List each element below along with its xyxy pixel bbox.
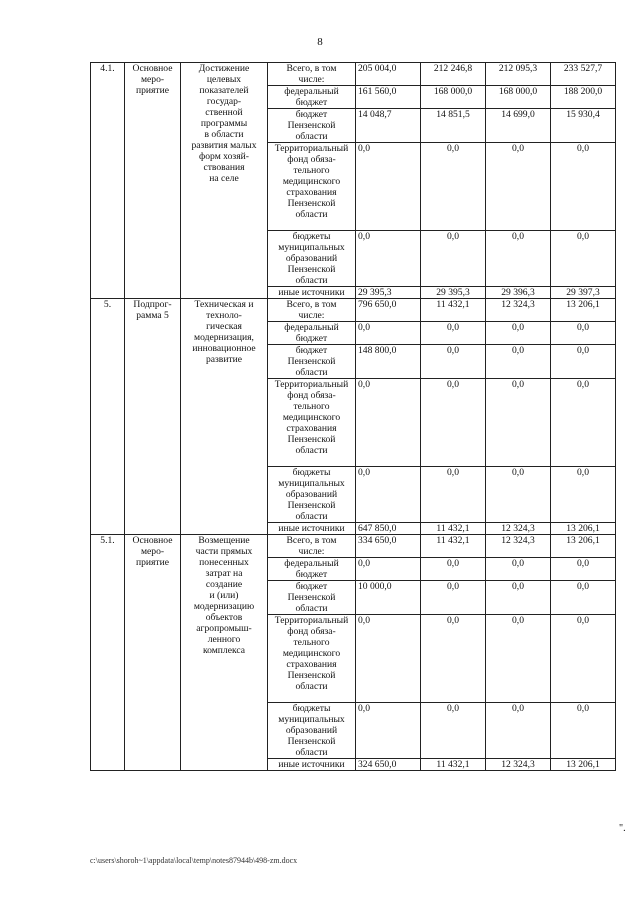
item-description: Возмещение части прямых понесенных затрат на создание и (или) модернизацию объектов агропромыш- ленного комплекса — [181, 535, 268, 771]
amount-cell: 168 000,0 — [421, 86, 486, 109]
funding-source: бюджеты муниципальных образований Пензенской области — [268, 703, 356, 759]
funding-source: Всего, в том числе: — [268, 63, 356, 86]
funding-source: Всего, в том числе: — [268, 299, 356, 322]
amount-cell: 0,0 — [421, 558, 486, 581]
amount-cell: 0,0 — [356, 558, 421, 581]
funding-source: бюджет Пензенской области — [268, 109, 356, 143]
amount-cell: 0,0 — [551, 615, 616, 703]
table-row — [91, 63, 616, 86]
amount-cell: 0,0 — [551, 581, 616, 615]
amount-cell: 212 246,8 — [421, 63, 486, 86]
amount-cell: 0,0 — [486, 581, 551, 615]
item-number: 4.1. — [91, 63, 125, 299]
amount-cell: 11 432,1 — [421, 299, 486, 322]
funding-source: Территориальный фонд обяза- тельного медицинского страхования Пензенской области — [268, 143, 356, 231]
amount-cell: 0,0 — [486, 322, 551, 345]
amount-cell: 0,0 — [421, 143, 486, 231]
amount-cell: 0,0 — [421, 703, 486, 759]
amount-cell: 0,0 — [486, 379, 551, 467]
amount-cell: 29 396,3 — [486, 287, 551, 299]
funding-source: федеральный бюджет — [268, 86, 356, 109]
amount-cell: 0,0 — [421, 322, 486, 345]
amount-cell: 13 206,1 — [551, 523, 616, 535]
amount-cell: 188 200,0 — [551, 86, 616, 109]
amount-cell: 233 527,7 — [551, 63, 616, 86]
amount-cell: 0,0 — [421, 467, 486, 523]
amount-cell: 12 324,3 — [486, 299, 551, 322]
amount-cell: 0,0 — [551, 231, 616, 287]
amount-cell: 0,0 — [486, 703, 551, 759]
item-name: Подпрог- рамма 5 — [125, 299, 181, 535]
amount-cell: 0,0 — [356, 143, 421, 231]
amount-cell: 0,0 — [551, 345, 616, 379]
amount-cell: 205 004,0 — [356, 63, 421, 86]
item-description: Достижение целевых показателей государ- ственной программы в области развития малых форм хозяй- ствования на селе — [181, 63, 268, 299]
funding-source: иные источники — [268, 523, 356, 535]
amount-cell: 0,0 — [551, 467, 616, 523]
item-number: 5. — [91, 299, 125, 535]
funding-source: федеральный бюджет — [268, 558, 356, 581]
amount-cell: 14 699,0 — [486, 109, 551, 143]
amount-cell: 148 800,0 — [356, 345, 421, 379]
table-row — [91, 299, 616, 322]
amount-cell: 0,0 — [551, 322, 616, 345]
amount-cell: 11 432,1 — [421, 759, 486, 771]
funding-source: бюджет Пензенской области — [268, 581, 356, 615]
amount-cell: 0,0 — [486, 231, 551, 287]
amount-cell: 14 048,7 — [356, 109, 421, 143]
amount-cell: 0,0 — [356, 467, 421, 523]
amount-cell: 647 850,0 — [356, 523, 421, 535]
page-number: 8 — [317, 36, 323, 48]
amount-cell: 0,0 — [486, 345, 551, 379]
budget-table — [90, 62, 616, 771]
funding-source: бюджеты муниципальных образований Пензенской области — [268, 467, 356, 523]
funding-source: федеральный бюджет — [268, 322, 356, 345]
amount-cell: 0,0 — [486, 558, 551, 581]
amount-cell: 0,0 — [356, 703, 421, 759]
amount-cell: 0,0 — [421, 581, 486, 615]
amount-cell: 168 000,0 — [486, 86, 551, 109]
amount-cell: 0,0 — [486, 467, 551, 523]
amount-cell: 334 650,0 — [356, 535, 421, 558]
amount-cell: 0,0 — [551, 143, 616, 231]
amount-cell: 0,0 — [356, 231, 421, 287]
item-description: Техническая и техноло- гическая модернизация, инновационное развитие — [181, 299, 268, 535]
file-path-footer: c:\users\shoroh~1\appdata\local\temp\notes87944b\498-zm.docx — [90, 856, 298, 865]
amount-cell: 0,0 — [486, 615, 551, 703]
amount-cell: 13 206,1 — [551, 299, 616, 322]
amount-cell: 0,0 — [421, 231, 486, 287]
amount-cell: 12 324,3 — [486, 535, 551, 558]
amount-cell: 12 324,3 — [486, 759, 551, 771]
item-name: Основное меро- приятие — [125, 535, 181, 771]
amount-cell: 13 206,1 — [551, 535, 616, 558]
amount-cell: 0,0 — [486, 143, 551, 231]
amount-cell: 13 206,1 — [551, 759, 616, 771]
amount-cell: 161 560,0 — [356, 86, 421, 109]
funding-source: иные источники — [268, 759, 356, 771]
amount-cell: 15 930,4 — [551, 109, 616, 143]
amount-cell: 324 650,0 — [356, 759, 421, 771]
funding-source: бюджет Пензенской области — [268, 345, 356, 379]
table-row — [91, 535, 616, 558]
funding-source: Территориальный фонд обяза- тельного медицинского страхования Пензенской области — [268, 615, 356, 703]
amount-cell: 11 432,1 — [421, 523, 486, 535]
item-number: 5.1. — [91, 535, 125, 771]
amount-cell: 0,0 — [421, 615, 486, 703]
closing-quote: ". — [619, 823, 626, 834]
amount-cell: 0,0 — [356, 322, 421, 345]
amount-cell: 212 095,3 — [486, 63, 551, 86]
funding-source: иные источники — [268, 287, 356, 299]
amount-cell: 0,0 — [551, 703, 616, 759]
budget-table-body — [91, 63, 616, 771]
amount-cell: 14 851,5 — [421, 109, 486, 143]
amount-cell: 12 324,3 — [486, 523, 551, 535]
amount-cell: 29 395,3 — [356, 287, 421, 299]
funding-source: бюджеты муниципальных образований Пензенской области — [268, 231, 356, 287]
amount-cell: 796 650,0 — [356, 299, 421, 322]
amount-cell: 10 000,0 — [356, 581, 421, 615]
item-name: Основное меро- приятие — [125, 63, 181, 299]
amount-cell: 0,0 — [421, 345, 486, 379]
amount-cell: 29 395,3 — [421, 287, 486, 299]
funding-source: Всего, в том числе: — [268, 535, 356, 558]
amount-cell: 0,0 — [551, 558, 616, 581]
funding-source: Территориальный фонд обяза- тельного медицинского страхования Пензенской области — [268, 379, 356, 467]
amount-cell: 0,0 — [421, 379, 486, 467]
amount-cell: 11 432,1 — [421, 535, 486, 558]
amount-cell: 0,0 — [356, 379, 421, 467]
amount-cell: 0,0 — [356, 615, 421, 703]
amount-cell: 0,0 — [551, 379, 616, 467]
amount-cell: 29 397,3 — [551, 287, 616, 299]
